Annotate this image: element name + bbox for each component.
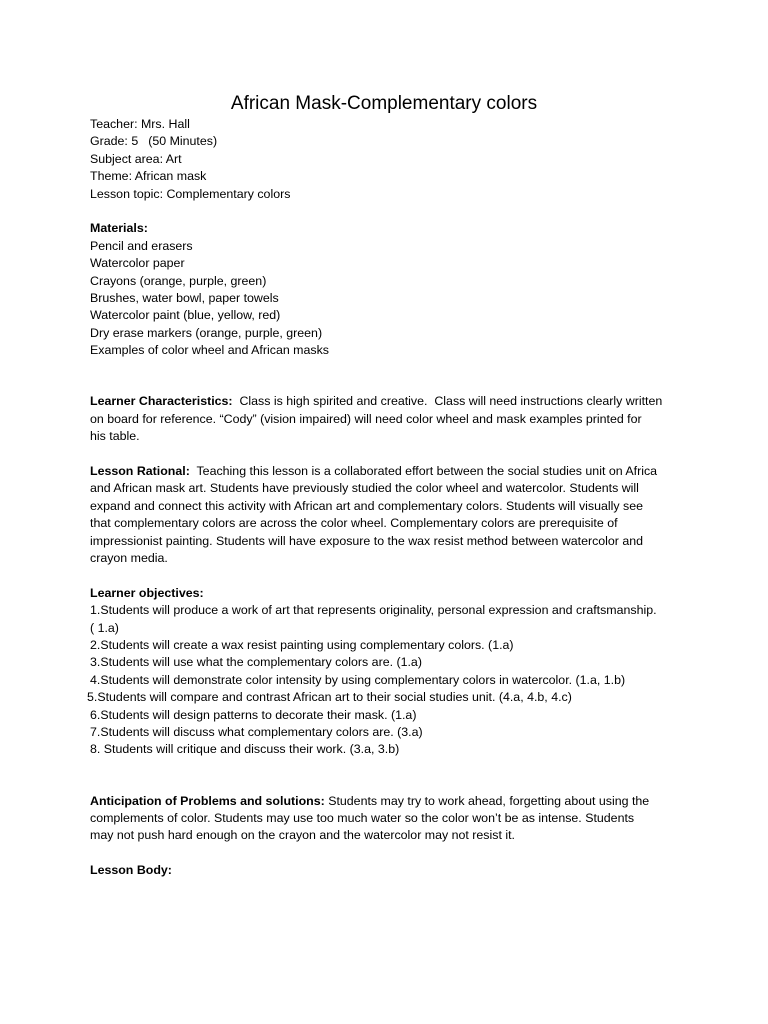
list-item: Crayons (orange, purple, green) [90, 273, 267, 288]
anticipation-heading: Anticipation of Problems and solutions: [90, 793, 325, 808]
learner-objectives-heading: Learner objectives: [90, 585, 204, 600]
list-item: 2.Students will create a wax resist painting using complementary colors. (1.a) [90, 637, 514, 652]
list-item: Brushes, water bowl, paper towels [90, 290, 279, 305]
teacher-line: Teacher: Mrs. Hall [90, 117, 190, 131]
paragraph-line [90, 793, 690, 810]
anticipation-section [90, 793, 690, 845]
lesson-body-heading: Lesson Body: [90, 863, 172, 878]
learner-characteristics-heading: Learner Characteristics: [90, 394, 233, 409]
paragraph-text: Teaching this lesson is a collaborated effort between the social studies unit on Africa [189, 464, 658, 479]
list-item: Watercolor paper [90, 256, 185, 271]
paragraph-text: Students may try to work ahead, forgetting about using the [324, 793, 650, 808]
paragraph-line: may not push hard enough on the crayon and the watercolor may not resist it. [90, 828, 515, 843]
spacer [90, 203, 690, 220]
list-item: Dry erase markers (orange, purple, green) [90, 325, 323, 340]
list-item: 8. Students will critique and discuss their work. (3.a, 3.b) [90, 742, 400, 757]
paragraph-line: that complementary colors are across the color wheel. Complementary colors are prerequisite of [90, 516, 618, 531]
document-body [87, 116, 690, 880]
lesson-rational-section [90, 463, 690, 567]
list-item: 1.Students will produce a work of art that represents originality, personal expression and craftsmanship. [90, 603, 657, 618]
lesson-rational-heading: Lesson Rational: [90, 464, 190, 479]
subject-line: Subject area: Art [90, 151, 182, 166]
document-title: African Mask-Complementary colors [230, 93, 538, 114]
paragraph-line: his table. [90, 429, 140, 444]
list-item: Watercolor paint (blue, yellow, red) [90, 308, 281, 323]
list-item: 6.Students will design patterns to decorate their mask. (1.a) [90, 707, 417, 722]
learner-characteristics-section [90, 393, 690, 445]
list-item: Examples of color wheel and African masks [90, 343, 329, 358]
paragraph-line: and African mask art. Students have previously studied the color wheel and watercolor. Students will [90, 481, 639, 496]
list-item: 7.Students will discuss what complementary colors are. (3.a) [90, 724, 423, 739]
list-item: 5.Students will compare and contrast African art to their social studies unit. (4.a, 4.b, 4.c) [87, 690, 572, 705]
theme-line: Theme: African mask [90, 169, 207, 184]
paragraph-text: Class is high spirited and creative. Class will need instructions clearly written [232, 394, 663, 409]
paragraph-line: complements of color. Students may use too much water so the color won’t be as intense. Students [90, 811, 635, 826]
list-item: 4.Students will demonstrate color intensity by using complementary colors in watercolor. (1.a, 1.b) [90, 672, 626, 687]
spacer [90, 359, 690, 393]
paragraph-line: on board for reference. “Cody” (vision impaired) will need color wheel and mask examples printed for [90, 411, 642, 426]
spacer [90, 567, 690, 584]
spacer [90, 446, 690, 463]
learner-objectives-section [87, 585, 690, 759]
spacer [90, 759, 690, 793]
list-item: ( 1.a) [90, 620, 119, 635]
duration-label: (50 Minutes) [148, 134, 218, 149]
list-item: 3.Students will use what the complementary colors are. (1.a) [90, 655, 422, 670]
paragraph-line: impressionist painting. Students will have exposure to the wax resist method between watercolor and [90, 533, 644, 548]
paragraph-line [90, 393, 690, 410]
grade-label: Grade: 5 [90, 134, 139, 149]
spacer [90, 845, 690, 862]
paragraph-line: crayon media. [90, 550, 168, 565]
paragraph-line: expand and connect this activity with African art and complementary colors. Students will visually see [90, 498, 644, 513]
materials-list [90, 238, 690, 360]
topic-line: Lesson topic: Complementary colors [90, 186, 291, 201]
grade-line [90, 133, 690, 150]
materials-heading: Materials: [90, 221, 148, 236]
list-item: Pencil and erasers [90, 238, 193, 253]
paragraph-line [90, 463, 690, 480]
